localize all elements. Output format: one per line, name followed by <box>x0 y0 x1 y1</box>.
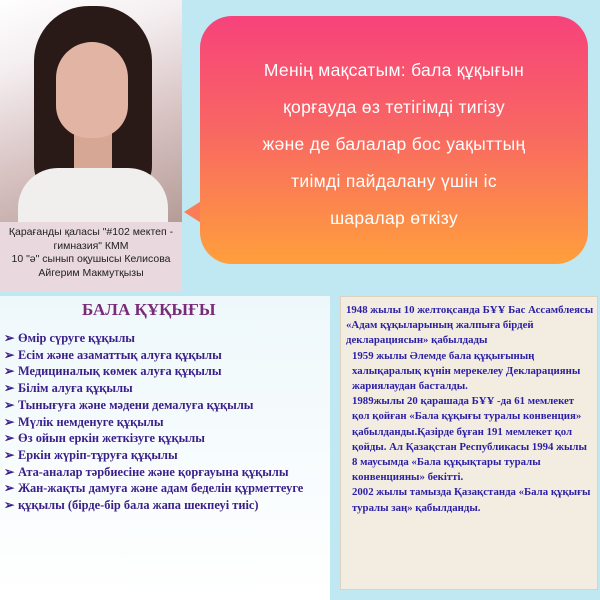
arrow-bullet-icon: ➢ <box>4 347 15 362</box>
list-item <box>4 414 328 431</box>
list-item <box>4 347 328 364</box>
list-item-text: Мүлік немденуге құқылы <box>18 414 164 429</box>
list-item-text: құқылы (бірде-бір бала жапа шекпеуі тиіс) <box>18 498 259 513</box>
rights-list <box>4 330 328 514</box>
list-item-text: Есім және азаматтық алуға құқылы <box>18 347 222 362</box>
list-item <box>4 397 328 414</box>
caption-line: Айгерим Макмутқызы <box>38 266 144 279</box>
caption-line: Қарағанды қаласы "#102 мектеп - <box>8 226 174 238</box>
goal-line: қорғауда өз тетігімді тигізу <box>283 97 505 117</box>
list-item-text: Білім алуға құқылы <box>18 381 133 396</box>
goal-line: және де балалар бос уақыттың <box>262 134 526 154</box>
list-item <box>4 497 328 514</box>
list-item-text: Ата-аналар тәрбиесіне және қорғауына құқылы <box>18 464 289 479</box>
photo-shirt <box>18 168 168 222</box>
list-item <box>4 480 328 497</box>
arrow-bullet-icon: ➢ <box>4 381 15 396</box>
history-panel <box>340 296 598 590</box>
list-item-text: Медициналық көмек алуға құқылы <box>18 364 222 379</box>
arrow-bullet-icon: ➢ <box>4 447 15 462</box>
photo-face <box>56 42 128 138</box>
rights-title: БАЛА ҚҰҚЫҒЫ <box>82 300 216 319</box>
goal-text <box>224 52 564 237</box>
list-item <box>4 380 328 397</box>
list-item-text: Өмір сүруге құқылы <box>18 331 135 345</box>
arrow-bullet-icon: ➢ <box>4 481 15 496</box>
history-paragraph: 2002 жылы тамызда Қазақстанда «Бала құқығы туралы заң» қабылданды. <box>352 486 591 514</box>
profile-card <box>0 0 182 292</box>
child-rights-panel <box>0 296 330 600</box>
caption-line: гимназия" КММ <box>53 239 129 252</box>
arrow-bullet-icon: ➢ <box>4 397 15 412</box>
list-item-text: Еркін жүріп-тұруға құқылы <box>18 447 178 462</box>
goal-line: шаралар өткізу <box>330 208 458 228</box>
list-item <box>4 447 328 464</box>
list-item-text: Тынығуға және мәдени демалуға құқылы <box>18 397 254 412</box>
arrow-bullet-icon: ➢ <box>4 364 15 379</box>
speech-bubble <box>200 16 588 264</box>
list-item <box>4 330 328 347</box>
history-paragraph: 1948 жылы 10 желтоқсанда БҰҰ Бас Ассамблеясы «Адам құқыларының жалпыға бірдей декларациясын» қабылдады <box>346 304 594 347</box>
list-item <box>4 464 328 481</box>
arrow-bullet-icon: ➢ <box>4 331 15 345</box>
list-item-text: Өз ойын еркін жеткізуге құқылы <box>18 431 205 446</box>
arrow-bullet-icon: ➢ <box>4 464 15 479</box>
goal-line: Менің мақсатым: бала құқығын <box>263 60 525 80</box>
history-paragraph: 1989жылы 20 қарашада БҰҰ -да 61 мемлекет қол қойған «Бала құқығы туралы конвенция» қабылданды.Қазірде бұған 191 мемлекет қол қойды. Ал Қазақстан Республикасы 1994 жылы 8 маусымда «Бала құқықтары туралы конвенцияны» бекітті. <box>352 395 587 484</box>
profile-caption <box>4 226 178 280</box>
list-item <box>4 363 328 380</box>
arrow-bullet-icon: ➢ <box>4 414 15 429</box>
history-text <box>346 303 594 516</box>
photo-neck <box>74 132 112 172</box>
caption-line: 10 "ә" сынып оқушысы Келисова <box>11 253 171 265</box>
list-item-text: Жан-жақты дамуға және адам беделін құрметтеуге <box>18 481 304 496</box>
arrow-bullet-icon: ➢ <box>4 431 15 446</box>
history-paragraph: 1959 жылы Әлемде бала құқығының халықаралық күнін мерекелеу Декларацияны жариялаудан басталды. <box>352 349 581 393</box>
profile-photo <box>0 0 182 222</box>
list-item <box>4 430 328 447</box>
arrow-bullet-icon: ➢ <box>4 498 15 513</box>
goal-line: тиімді пайдалану үшін іс <box>291 171 497 191</box>
